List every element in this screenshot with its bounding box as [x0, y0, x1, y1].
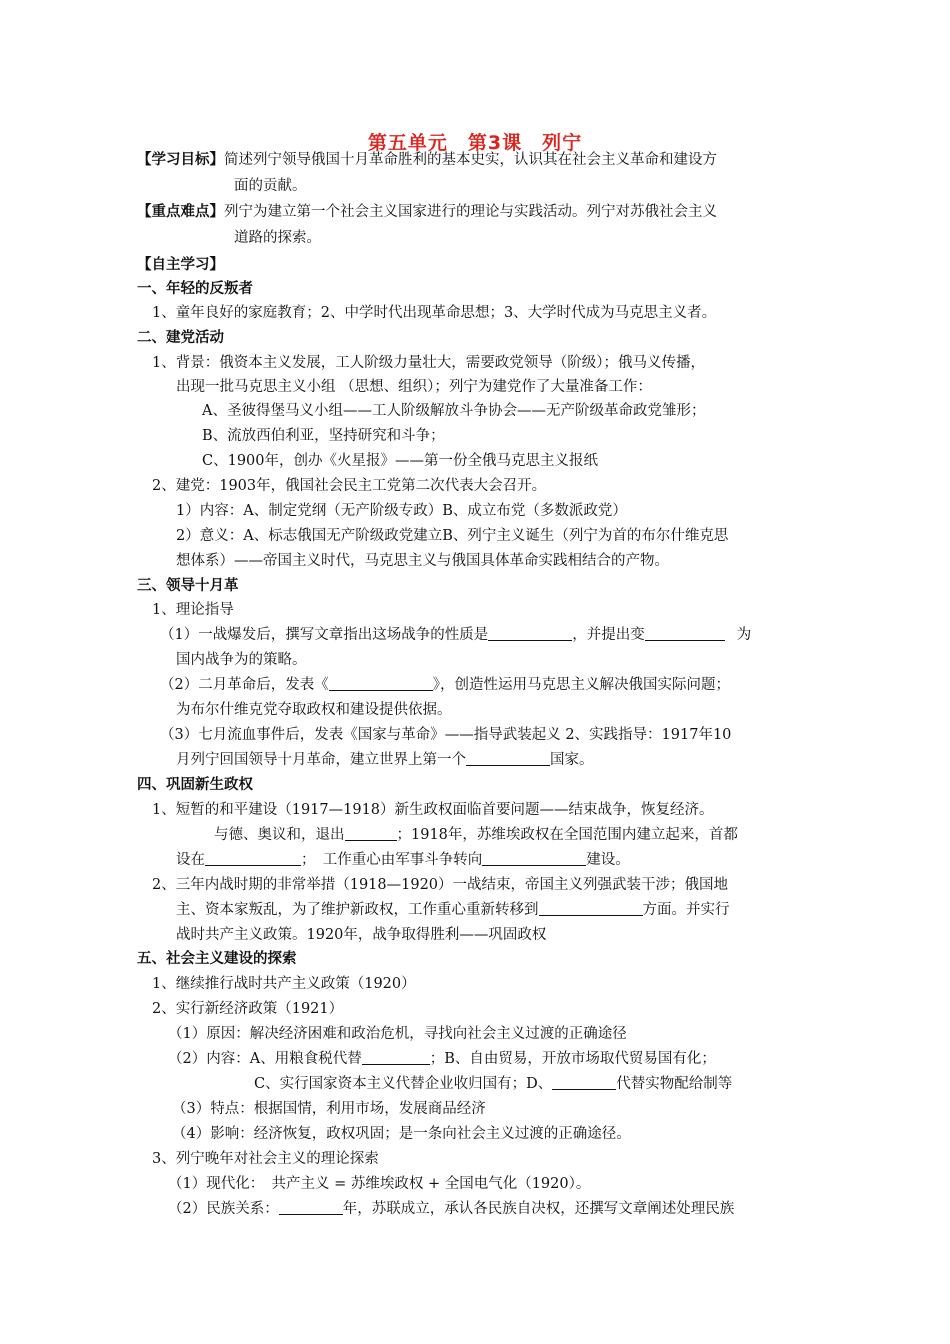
- page-title: 第五单元 第3课 列宁: [367, 132, 583, 154]
- question-1: [160, 626, 751, 644]
- section-1-heading: 一、年轻的反叛者: [137, 281, 253, 297]
- party-content: 1）内容：A、制定党纲（无产阶级专政）B、成立布党（多数派政党）: [176, 503, 627, 519]
- question-1-cont: 国内战争为的策略。: [176, 652, 307, 668]
- fill-blank-9[interactable]: [362, 1050, 430, 1065]
- nep-content-cont-text-b: 代替实物配给制等: [616, 1076, 733, 1092]
- background-item-a: A、圣彼得堡马义小组——工人阶级解放斗争协会——无产阶级革命政党雏形；: [202, 403, 706, 419]
- peace-line-2-text: 与德、奥议和，退出: [214, 827, 345, 843]
- question-1-text-c: 为: [736, 627, 752, 643]
- ethnic-relations-text: （2）民族关系：: [168, 1201, 279, 1217]
- fill-blank-8[interactable]: [539, 901, 643, 916]
- nep-content-cont: [254, 1075, 732, 1093]
- question-3: （3）七月流血事件后，发表《国家与革命》——指导武装起义 2、实践指导：1917年10: [160, 727, 732, 743]
- nep-content: [168, 1050, 716, 1068]
- nep-impact: （4）影响：经济恢复，政权巩固；是一条向社会主义过渡的正确途径。: [172, 1126, 631, 1142]
- fill-blank-7[interactable]: [482, 851, 586, 866]
- key-points-cont: 道路的探索。: [234, 230, 321, 246]
- nep-reason: （1）原因：解决经济困难和政治危机，寻找向社会主义过渡的正确途径: [168, 1026, 627, 1042]
- background-line-2: 出现一批马克思主义小组 （思想、组织）；列宁为建党作了大量准备工作：: [176, 379, 652, 395]
- theory-guidance: 1、理论指导: [152, 602, 234, 618]
- question-2-text-b: 》，创造性运用马克思主义解决俄国实际问题；: [432, 677, 730, 693]
- party-founding: 2、建党：1903年，俄国社会民主工党第二次代表大会召开。: [152, 478, 547, 494]
- key-points-label: 【重点难点】: [137, 204, 224, 220]
- background-item-b: B、流放西伯利亚，坚持研究和斗争；: [202, 428, 445, 444]
- fill-blank-1[interactable]: [488, 626, 572, 641]
- learning-goal: [137, 151, 717, 169]
- fill-blank-11[interactable]: [279, 1200, 343, 1215]
- new-economic-policy: 2、实行新经济政策（1921）: [152, 1001, 344, 1017]
- question-3-cont: [176, 751, 594, 769]
- peace-line-3: [176, 851, 630, 869]
- section-3-heading: 三、领导十月革: [137, 578, 239, 594]
- self-study-heading: 【自主学习】: [137, 257, 224, 273]
- civil-war-line-2-text: 主、资本家叛乱，为了维护新政权，工作重心重新转移到: [176, 902, 539, 918]
- civil-war-line-2-text-b: 方面。并实行: [642, 902, 730, 918]
- nep-features: （3）特点：根据国情，利用市场，发展商品经济: [172, 1101, 486, 1117]
- fill-blank-5[interactable]: [345, 826, 397, 841]
- question-2: [160, 676, 730, 694]
- peace-line-2-text-b: ；1918年，苏维埃政权在全国范围内建立起来，首都: [396, 827, 738, 843]
- learning-goal-cont: 面的贡献。: [234, 178, 307, 194]
- section-2-heading: 二、建党活动: [137, 330, 224, 346]
- ethnic-relations-text-b: 年，苏联成立，承认各民族自决权，还撰写文章阐述处理民族: [342, 1201, 735, 1217]
- civil-war-line-3: 战时共产主义政策。1920年，战争取得胜利——巩固政权: [176, 927, 547, 943]
- question-2-text: （2）二月革命后，发表《: [160, 677, 329, 693]
- fill-blank-10[interactable]: [552, 1075, 616, 1090]
- fill-blank-4[interactable]: [466, 751, 550, 766]
- learning-goal-label: 【学习目标】: [137, 152, 224, 168]
- key-points-text: 列宁为建立第一个社会主义国家进行的理论与实践活动。列宁对苏俄社会主义: [224, 204, 717, 220]
- fill-blank-3[interactable]: [329, 676, 433, 691]
- civil-war-line-2: [176, 901, 730, 919]
- fill-blank-6[interactable]: [205, 851, 301, 866]
- peace-building: 1、短暂的和平建设（1917—1918）新生政权面临首要问题——结束战争，恢复经济。: [152, 802, 714, 818]
- nep-content-cont-text: C、实行国家资本主义代替企业收归国有；D、: [254, 1076, 553, 1092]
- peace-line-3-text-c: 建设。: [586, 852, 630, 868]
- ethnic-relations: [168, 1200, 734, 1218]
- key-points: [137, 203, 717, 221]
- question-2-cont: 为布尔什维克党夺取政权和建设提供依据。: [176, 702, 452, 718]
- question-1-text: （1）一战爆发后，撰写文章指出这场战争的性质是: [160, 627, 489, 643]
- section-4-heading: 四、巩固新生政权: [137, 777, 253, 793]
- party-meaning-2: 想体系）——帝国主义时代，马克思主义与俄国具体革命实践相结合的产物。: [176, 553, 669, 569]
- late-theory: 3、列宁晚年对社会主义的理论探索: [152, 1151, 379, 1167]
- question-3-text-b: 国家。: [550, 752, 594, 768]
- learning-goal-text: 简述列宁领导俄国十月革命胜利的基本史实，认识其在社会主义革命和建设方: [224, 152, 717, 168]
- nep-content-text-b: ；B、自由贸易，开放市场取代贸易国有化；: [429, 1051, 716, 1067]
- section-1-text: 1、童年良好的家庭教育；2、中学时代出现革命思想；3、大学时代成为马克思主义者。: [152, 305, 717, 321]
- question-3-text: 月列宁回国领导十月革命，建立世界上第一个: [176, 752, 466, 768]
- war-communism: 1、继续推行战时共产主义政策（1920）: [152, 976, 416, 992]
- background-line-1: 1、背景：俄资本主义发展，工人阶级力量壮大，需要政党领导（阶级）；俄马义传播，: [152, 355, 705, 371]
- modernization: （1）现代化： 共产主义 = 苏维埃政权 + 全国电气化（1920）。: [168, 1176, 591, 1192]
- peace-line-2: [214, 826, 738, 844]
- question-1-text-b: ，并提出变: [572, 627, 645, 643]
- peace-line-3-text: 设在: [176, 852, 205, 868]
- civil-war: 2、三年内战时期的非常举措（1918—1920）一战结束，帝国主义列强武装干涉；俄国地: [152, 877, 729, 893]
- nep-content-text: （2）内容：A、用粮食税代替: [168, 1051, 362, 1067]
- background-item-c: C、1900年，创办《火星报》——第一份全俄马克思主义报纸: [202, 453, 598, 469]
- party-meaning-1: 2）意义：A、标志俄国无产阶级政党建立B、列宁主义诞生（列宁为首的布尔什维克思: [176, 528, 729, 544]
- section-5-heading: 五、社会主义建设的探索: [137, 951, 297, 967]
- peace-line-3-text-b: ； 工作重心由军事斗争转向: [301, 852, 483, 868]
- fill-blank-2[interactable]: [645, 626, 725, 641]
